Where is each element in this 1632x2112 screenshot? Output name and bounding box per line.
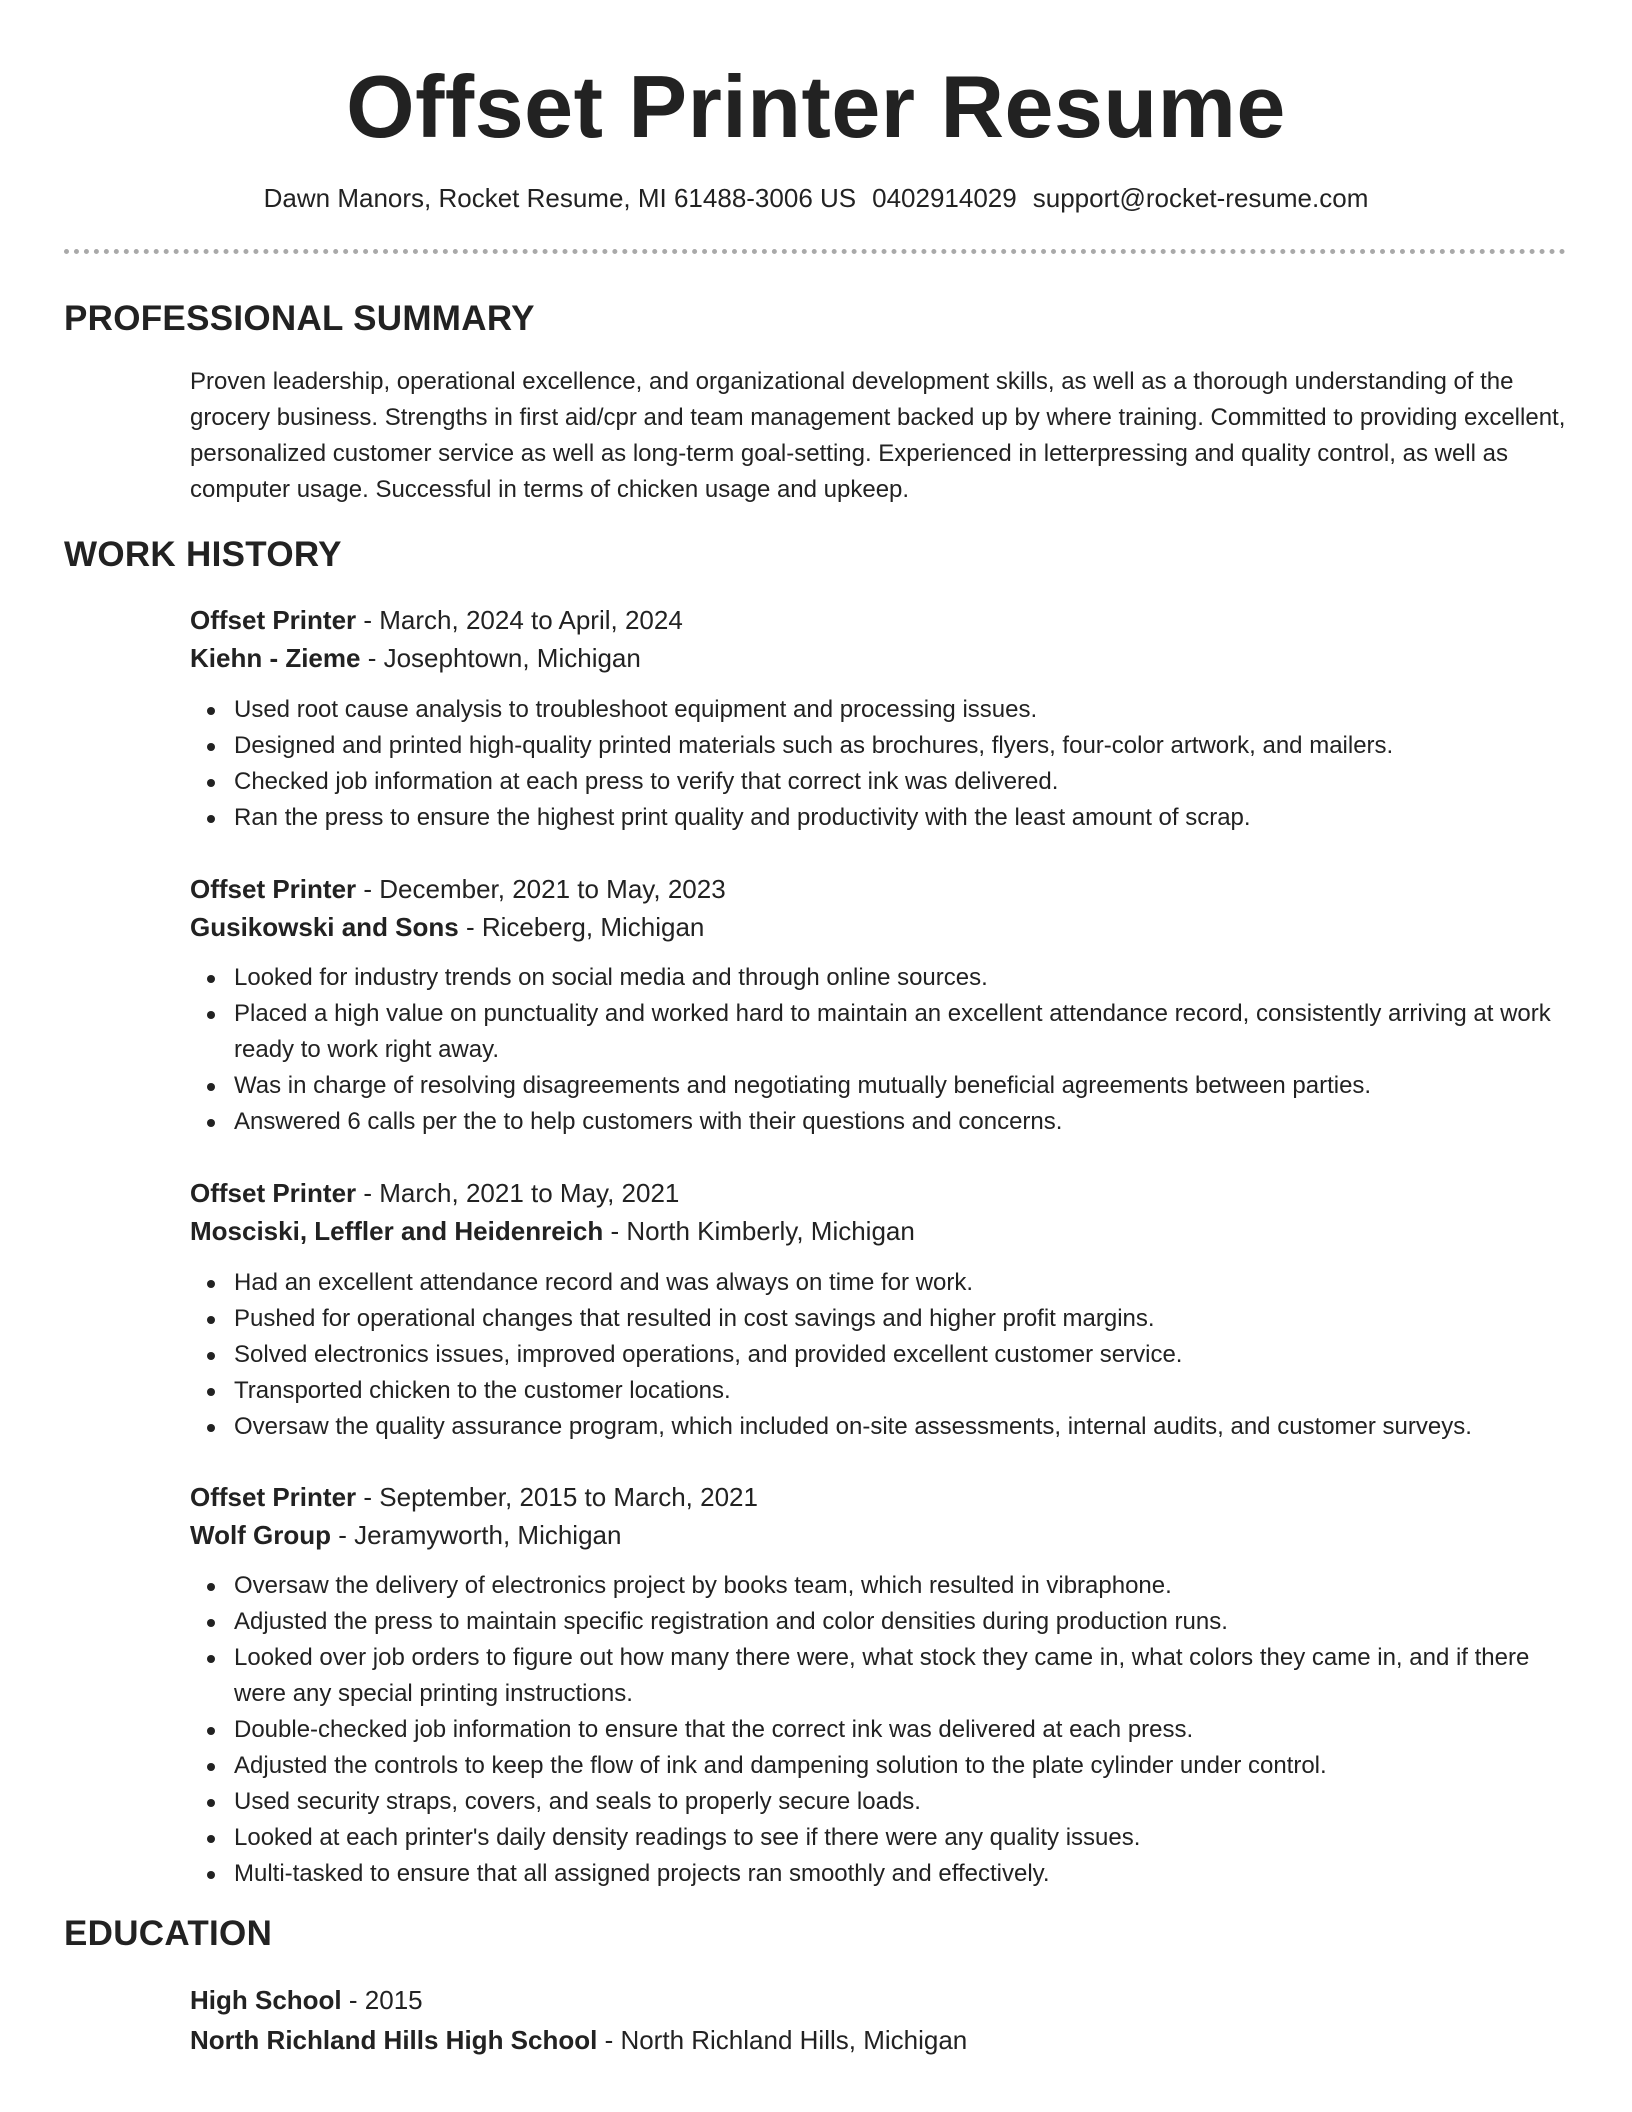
contact-address: Dawn Manors, Rocket Resume, MI 61488-3006 US [263, 183, 857, 213]
list-item: Used security straps, covers, and seals to properly secure loads. [190, 1784, 1570, 1820]
list-item: Double-checked job information to ensure that the correct ink was delivered at each press. [190, 1712, 1570, 1748]
job-dates: - September, 2015 to March, 2021 [356, 1482, 758, 1512]
list-item: Oversaw the quality assurance program, which included on-site assessments, internal audits, and customer surveys. [190, 1409, 1570, 1445]
list-item: Looked over job orders to figure out how many there were, what stock they came in, what colors they came in, and if there were any special printing instructions. [190, 1640, 1570, 1712]
job-bullets [190, 1265, 1570, 1445]
list-item: Adjusted the press to maintain specific registration and color densities during production runs. [190, 1604, 1570, 1640]
contact-phone: 0402914029 [872, 183, 1017, 213]
job-location: - Riceberg, Michigan [458, 912, 705, 942]
job-bullets [190, 1568, 1570, 1892]
education-location: - North Richland Hills, Michigan [597, 2025, 968, 2055]
header-divider [64, 249, 1566, 254]
list-item: Adjusted the controls to keep the flow of ink and dampening solution to the plate cylinder under control. [190, 1748, 1570, 1784]
list-item: Oversaw the delivery of electronics project by books team, which resulted in vibraphone. [190, 1568, 1570, 1604]
contact-email: support@rocket-resume.com [1032, 183, 1369, 213]
list-item: Ran the press to ensure the highest print quality and productivity with the least amount of scrap. [190, 800, 1570, 836]
work-history-heading: WORK HISTORY [64, 535, 342, 574]
job-company-line [190, 1516, 621, 1554]
job-bullets [190, 960, 1570, 1140]
job-title: Offset Printer [190, 874, 357, 904]
education-degree: High School [190, 1985, 342, 2015]
job-title: Offset Printer [190, 1178, 357, 1208]
summary-text: Proven leadership, operational excellence, and organizational development skills, as well as a thorough understanding of the grocery business. Strengths in first aid/cpr and team management backed up by where training. Committed to providing excellent, personalized customer service as well as long-term goal-setting. Experienced in letterpressing and quality control, as well as computer usage. Successful in terms of chicken usage and upkeep. [190, 368, 1566, 503]
list-item: Answered 6 calls per the to help customers with their questions and concerns. [190, 1104, 1570, 1140]
job-location: - North Kimberly, Michigan [603, 1216, 915, 1246]
job-company-line [190, 1212, 915, 1250]
job-title: Offset Printer [190, 605, 357, 635]
job-company: Gusikowski and Sons [190, 912, 459, 942]
list-item: Placed a high value on punctuality and worked hard to maintain an excellent attendance record, consistently arriving at work ready to work right away. [190, 996, 1570, 1068]
list-item: Checked job information at each press to verify that correct ink was delivered. [190, 764, 1570, 800]
list-item: Looked at each printer's daily density readings to see if there were any quality issues. [190, 1820, 1570, 1856]
education-degree-line [190, 1981, 423, 2019]
job-title-line [190, 1478, 758, 1516]
summary-heading: PROFESSIONAL SUMMARY [64, 299, 535, 338]
contact-info [0, 180, 1632, 216]
job-title-line [190, 601, 683, 639]
job-company: Wolf Group [190, 1520, 332, 1550]
education-school: North Richland Hills High School [190, 2025, 598, 2055]
job-dates: - March, 2024 to April, 2024 [356, 605, 683, 635]
list-item: Pushed for operational changes that resulted in cost savings and higher profit margins. [190, 1301, 1570, 1337]
list-item: Transported chicken to the customer locations. [190, 1373, 1570, 1409]
list-item: Had an excellent attendance record and was always on time for work. [190, 1265, 1570, 1301]
job-bullets [190, 692, 1570, 836]
job-location: - Josephtown, Michigan [360, 643, 641, 673]
job-company: Kiehn - Zieme [190, 643, 361, 673]
education-heading: EDUCATION [64, 1914, 273, 1953]
job-company-line [190, 908, 704, 946]
job-title-line [190, 870, 726, 908]
job-company-line [190, 639, 641, 677]
list-item: Multi-tasked to ensure that all assigned projects ran smoothly and effectively. [190, 1856, 1570, 1892]
education-school-line [190, 2021, 967, 2059]
job-location: - Jeramyworth, Michigan [331, 1520, 622, 1550]
list-item: Used root cause analysis to troubleshoot equipment and processing issues. [190, 692, 1570, 728]
education-year: - 2015 [341, 1985, 423, 2015]
job-title-line [190, 1174, 679, 1212]
job-dates: - December, 2021 to May, 2023 [356, 874, 726, 904]
job-dates: - March, 2021 to May, 2021 [356, 1178, 680, 1208]
list-item: Was in charge of resolving disagreements and negotiating mutually beneficial agreements between parties. [190, 1068, 1570, 1104]
job-company: Mosciski, Leffler and Heidenreich [190, 1216, 604, 1246]
list-item: Designed and printed high-quality printed materials such as brochures, flyers, four-color artwork, and mailers. [190, 728, 1570, 764]
list-item: Looked for industry trends on social media and through online sources. [190, 960, 1570, 996]
job-title: Offset Printer [190, 1482, 357, 1512]
list-item: Solved electronics issues, improved operations, and provided excellent customer service. [190, 1337, 1570, 1373]
page-title: Offset Printer Resume [346, 57, 1286, 156]
